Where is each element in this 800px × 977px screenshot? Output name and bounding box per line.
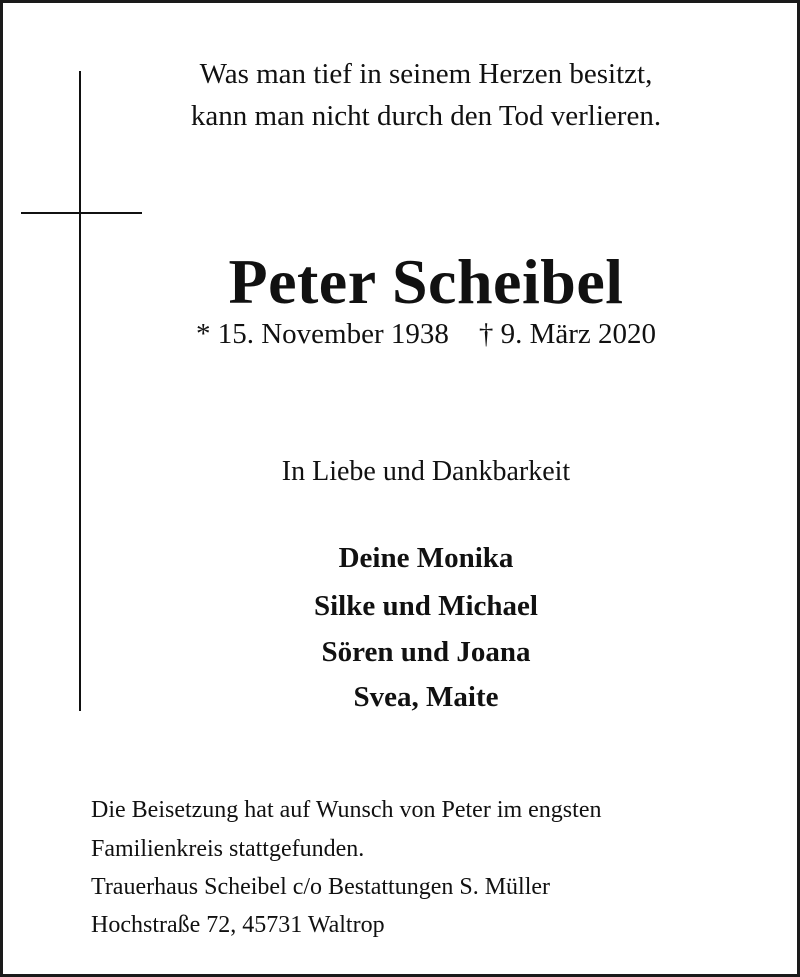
cross-horizontal-bar bbox=[21, 212, 142, 214]
life-dates bbox=[103, 320, 749, 349]
quote-line-2: kann man nicht durch den Tod verlieren. bbox=[190, 100, 662, 132]
family-member: Sören und Joana bbox=[321, 636, 531, 668]
deceased-name: Peter Scheibel bbox=[228, 246, 624, 317]
mourning-house-line: Trauerhaus Scheibel c/o Bestattungen S. Müller bbox=[91, 874, 551, 900]
family-member: Silke und Michael bbox=[314, 590, 538, 622]
burial-notice-line: Die Beisetzung hat auf Wunsch von Peter im engsten bbox=[91, 797, 602, 823]
birth-date: * 15. November 1938 bbox=[195, 318, 449, 350]
dedication: In Liebe und Dankbarkeit bbox=[281, 456, 571, 487]
death-date: † 9. März 2020 bbox=[478, 318, 657, 350]
cross-vertical-bar bbox=[79, 71, 81, 711]
family-member: Deine Monika bbox=[338, 542, 514, 574]
burial-notice-line: Familienkreis stattgefunden. bbox=[91, 836, 365, 862]
quote-line-1: Was man tief in seinem Herzen besitzt, bbox=[199, 58, 653, 90]
address-line: Hochstraße 72, 45731 Waltrop bbox=[91, 912, 385, 938]
family-member: Svea, Maite bbox=[353, 681, 499, 713]
